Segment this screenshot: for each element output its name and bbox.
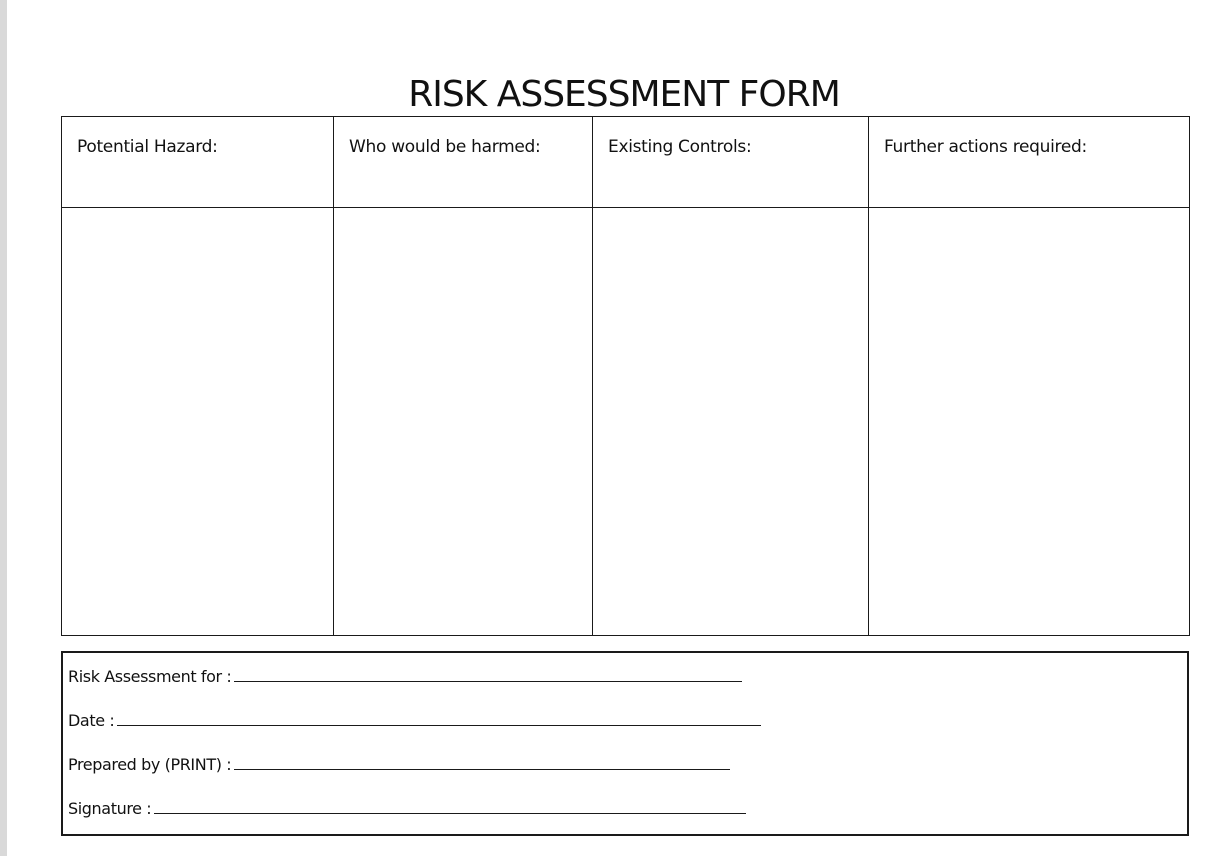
column-header-further-actions [869, 117, 1190, 208]
date-label: Date : [68, 711, 115, 730]
column-header-label: Potential Hazard: [77, 137, 218, 157]
column-header-label: Who would be harmed: [349, 137, 541, 157]
prepared-by-line [68, 755, 730, 774]
risk-assessment-for-label: Risk Assessment for : [68, 667, 232, 686]
document-page [7, 0, 1229, 856]
table-row [62, 208, 1190, 636]
risk-assessment-for-line [68, 667, 742, 686]
column-header-potential-hazard [62, 117, 334, 208]
who-harmed-cell[interactable] [334, 208, 593, 636]
date-field[interactable] [117, 724, 761, 726]
details-box [61, 651, 1189, 836]
signature-line [68, 799, 746, 818]
signature-field[interactable] [154, 812, 746, 814]
further-actions-cell[interactable] [869, 208, 1190, 636]
viewer-gutter [0, 0, 7, 856]
date-line [68, 711, 761, 730]
column-header-label: Existing Controls: [608, 137, 752, 157]
potential-hazard-cell[interactable] [62, 208, 334, 636]
risk-assessment-for-field[interactable] [234, 680, 742, 682]
existing-controls-cell[interactable] [593, 208, 869, 636]
hazard-table [61, 116, 1190, 636]
table-header-row [62, 117, 1190, 208]
column-header-label: Further actions required: [884, 137, 1087, 157]
prepared-by-label: Prepared by (PRINT) : [68, 755, 232, 774]
column-header-existing-controls [593, 117, 869, 208]
signature-label: Signature : [68, 799, 152, 818]
prepared-by-field[interactable] [234, 768, 730, 770]
form-title: RISK ASSESSMENT FORM [408, 74, 840, 115]
column-header-who-harmed [334, 117, 593, 208]
